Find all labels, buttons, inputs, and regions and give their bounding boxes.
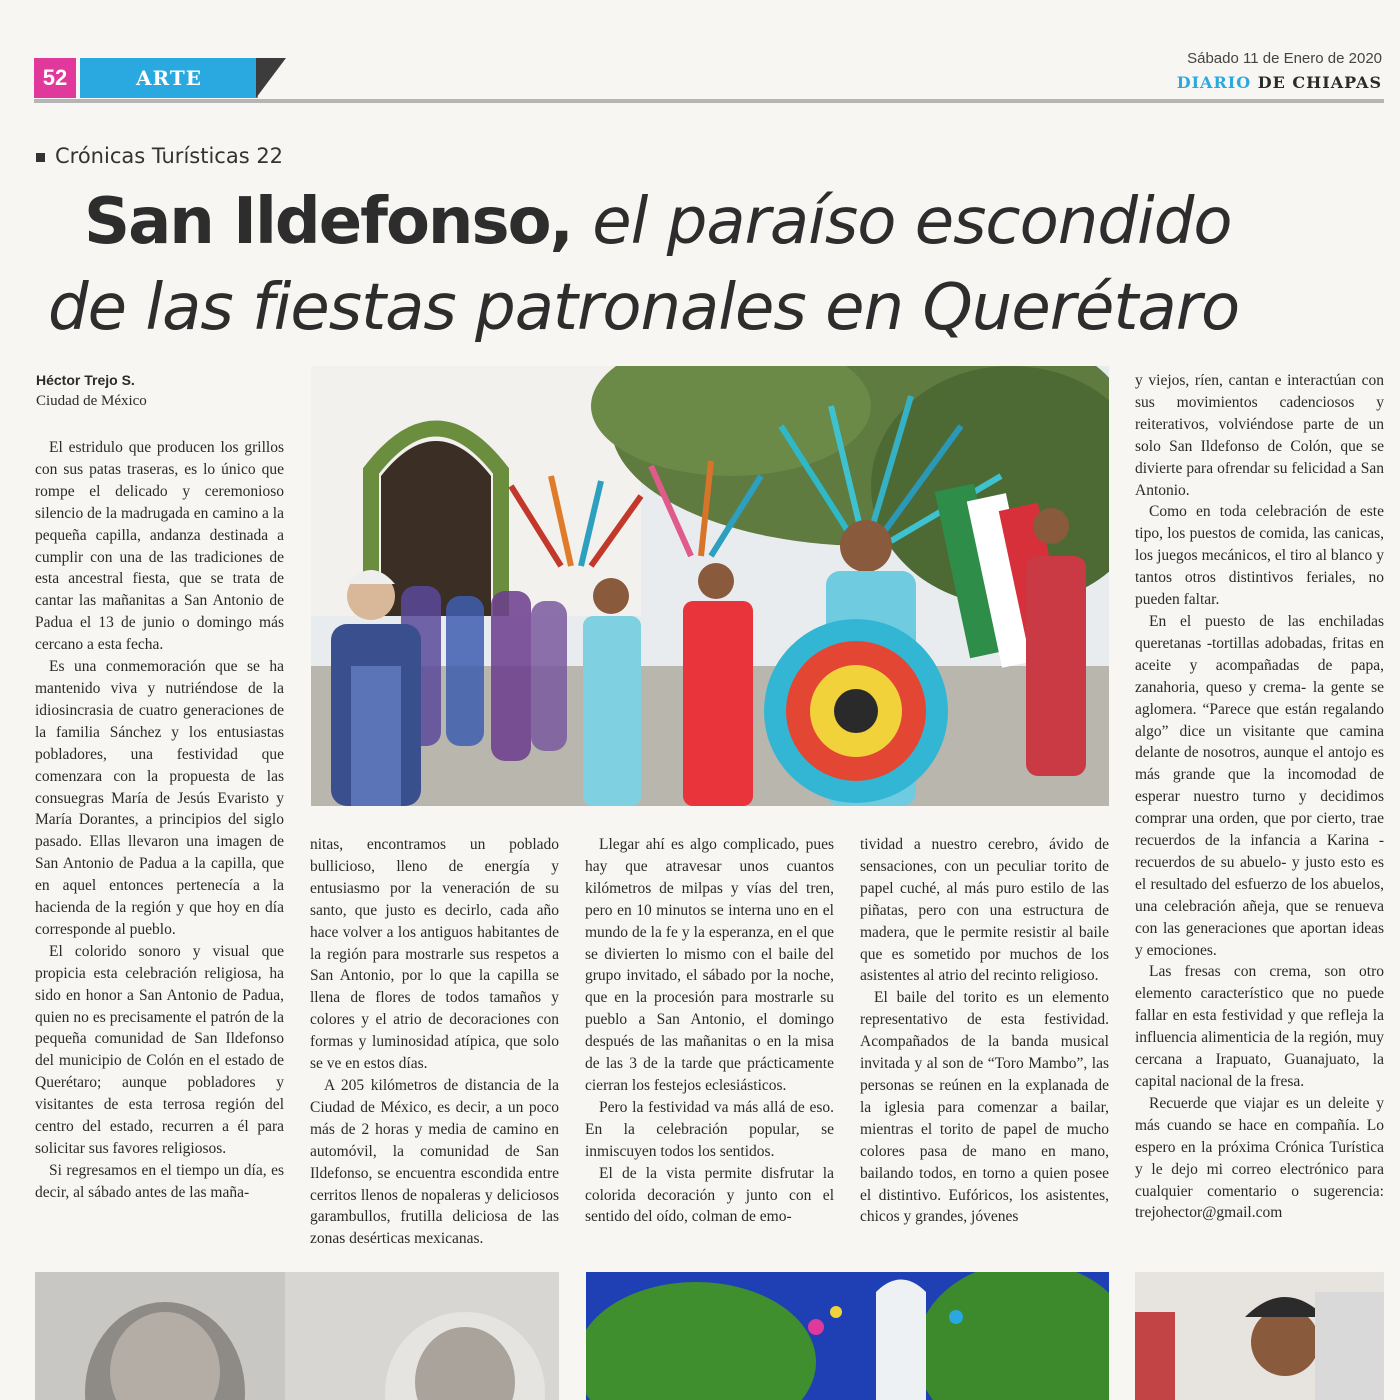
bullet-square-icon (36, 153, 45, 162)
article-column-4 (860, 834, 1109, 1255)
elders-illustration (35, 1272, 559, 1400)
paragraph: Es una conmemoración que se ha mantenido viva y nutriéndose de la idiosincrasia de cuatro generaciones de la familia Sánchez y los entusiastas pobladores, una festividad que comenzara con la propuesta de las consuegras María de Jesús Evaristo y María Dorantes, a principios del siglo pasado. Ellas llevaron una imagen de San Antonio de Padua a la capilla, que en aquel entonces pertenecía a la hacienda de la región y que hoy en día corresponde al pueblo. (35, 658, 284, 938)
paragraph: El de la vista permite disfrutar la colorida decoración y junto con el sentido del oído, colman de emo- (585, 1164, 834, 1226)
photo-illustration (311, 366, 1109, 806)
paragraph: Las fresas con crema, son otro elemento característico que no puede fallar en esta festividad y que refleja la influencia alimenticia de la región, muy cercana a Irapuato, Guanajuato, la capital nacional de la fresa. (1135, 963, 1384, 1090)
header-rule (34, 99, 1384, 103)
paragraph: Recuerde que viajar es un deleite y más cuando se hace en compañía. Lo espero en la próxima Crónica Turística y le dejo mi correo electrónico para cualquier comentario o sugerencia: trejohector@gmail.com (1135, 1094, 1384, 1222)
main-photo-dancers (311, 366, 1109, 806)
brand-part2: DE CHIAPAS (1257, 73, 1382, 92)
headline-italic-2: de las fiestas patronales en Querétaro (48, 271, 1240, 345)
paragraph: Pero la festividad va más allá de eso. En la celebración popular, se inmiscuyen todos los sentidos. (585, 1098, 834, 1160)
paragraph: El baile del torito es un elemento representativo de esta festividad. Acompañados de la banda musical invitada y al son de “Toro Mambo”, las personas se reúnen en la explanada de la iglesia para comenzar a bailar, mientras el torito de papel de mucho colores pasa de mano en mano, bailando todos, en torno a quien posee el distintivo. Eufóricos, los asistentes, chicos y grandes, jóvenes (860, 989, 1109, 1226)
headline-line2 (48, 271, 1240, 345)
paragraph: tividad a nuestro cerebro, ávido de sensaciones, con un peculiar torito de papel cuché, al más puro estilo de las piñatas, pero con una estructura de madera, que le permite resistir al baile que es sometido por muchos de los asistentes al atrio del recinto religioso. (860, 836, 1109, 985)
paragraph: Como en toda celebración de este tipo, los puestos de comida, las canicas, los juegos mecánicos, el tiro al blanco y tantos otros distintivos feriales, no pueden faltar. (1135, 503, 1384, 609)
article-column-1 (35, 437, 284, 1255)
section-tab: ARTE (80, 58, 258, 98)
paragraph: En el puesto de las enchiladas queretanas -tortillas adobadas, fritas en aceite y acompañadas de papa, zanahoria, queso y crema- la gente se aglomera. “Parece que están regalando algo” dice un visitante que camina delante de nosotros, aunque el antojo es más grande que la incomodad de esperar nuestro turno y decidimos comprar una orden, que por cierto, trae recuerdos de la infancia a Karina -recuerdos de su abuelo- y justo esto es el resultado del esfuerzo de los abuelos, una celebración añeja, que se renueva con las generaciones que aportan ideas y emociones. (1135, 612, 1384, 959)
headline-bold: San Ildefonso, (84, 185, 572, 259)
paragraph: El colorido sonoro y visual que propicia esta celebración religiosa, ha sido en honor a San Antonio de Padua, quien no es precisamente el patrón de la pequeña comunidad de San Ildefonso del municipio de Colón en el estado de Querétaro; aunque pobladores y visitantes de esta terrosa región del centro del estado, recurren a él para solicitar sus favores religiosos. (35, 942, 284, 1157)
newspaper-brand (1177, 73, 1382, 92)
byline-author: Héctor Trejo S. (36, 372, 135, 388)
brand-part1: DIARIO (1176, 73, 1252, 92)
section-tab-corner (256, 58, 286, 98)
article-column-5 (1135, 370, 1384, 1255)
paragraph: nitas, encontramos un poblado bullicioso, lleno de energía y entusiasmo por la veneración de su santo, que justo es decirlo, cada año hace volver a los antiguos habitantes de la región para mostrarle sus respetos a San Antonio, por lo que la capilla se llena de flores de todos tamaños y colores y el atrio de decoraciones con formas y luminosidad atípica, que solo se ve en estos días. (310, 836, 559, 1073)
paragraph: El estridulo que producen los grillos con sus patas traseras, es lo único que rompe el delicado y ceremonioso silencio de la madrugada en camino a la pequeña capilla, andanza destinada a cumplir con una de las tradiciones de esta ancestral fiesta, que se trata de cantar las mañanitas a San Antonio de Padua el 13 de junio o domingo más cercano a esta fecha. (35, 439, 284, 654)
headline-italic-1: el paraíso escondido (592, 185, 1232, 259)
paragraph: Si regresamos en el tiempo un día, es decir, al sábado antes de las maña- (35, 1161, 284, 1201)
page-number: 52 (34, 58, 76, 98)
article-column-2 (310, 834, 559, 1255)
kicker-text: Crónicas Turísticas 22 (55, 144, 284, 168)
dancer-illustration (1135, 1272, 1384, 1400)
headline-line1 (84, 185, 1232, 259)
paragraph: Llegar ahí es algo complicado, pues hay que atravesar unos cuantos kilómetros de milpas y vías del tren, pero en 10 minutos se interna uno en el mundo de la fe y la esperanza, en el que se divierten lo mismo con el baile del grupo invitado, el sábado por la noche, que en la procesión para mostrarle su pueblo a San Antonio, el domingo después de las mañanitas o en la misa de las 3 de la tarde que prácticamente cierran los festejos eclesiásticos. (585, 836, 834, 1094)
bottom-photo-elders (35, 1272, 559, 1400)
series-kicker (36, 144, 283, 168)
paragraph: y viejos, ríen, cantan e interactúan con sus movimientos cadenciosos y reiterativos, volviéndose parte de un solo San Ildefonso de Colón, que se divierte para ofrendar su felicidad a San Antonio. (1135, 372, 1384, 499)
paragraph: A 205 kilómetros de distancia de la Ciudad de México, es decir, a un poco más de 2 horas y media de camino en automóvil, la comunidad de San Ildefonso, se encuentra escondida entre cerritos llenos de nopaleras y deliciosos garambullos, frutilla deliciosa de las zonas desérticas mexicanas. (310, 1076, 559, 1248)
article-column-3 (585, 834, 834, 1255)
byline-city: Ciudad de México (36, 393, 147, 409)
bottom-photo-dancer (1135, 1272, 1384, 1400)
bottom-photo-church (586, 1272, 1109, 1400)
church-illustration (586, 1272, 1109, 1400)
issue-date: Sábado 11 de Enero de 2020 (1187, 50, 1382, 67)
